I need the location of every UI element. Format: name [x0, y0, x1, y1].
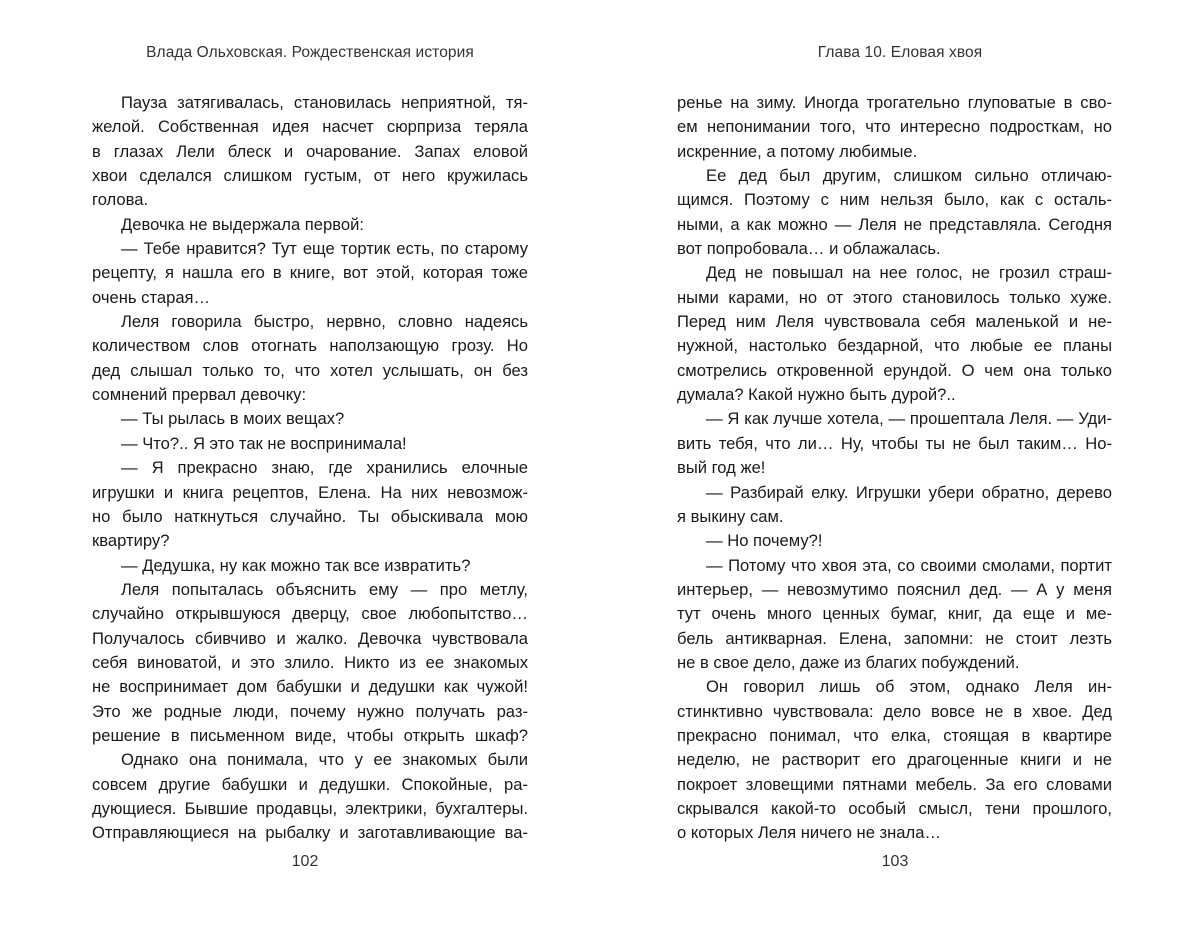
text-line: думала? Какой нужно быть дурой?.. — [677, 385, 956, 405]
text-line: прекрасно понимал, что елка, стоящая в квартире — [677, 725, 1112, 745]
right-page-body — [677, 91, 1112, 846]
text-line: искренние, а потому любимые. — [677, 141, 918, 161]
text-line: ными карами, но от этого становилось только хуже. — [677, 287, 1112, 307]
running-head-author-title: Влада Ольховская. Рождественская история — [146, 44, 474, 61]
text-line: вый год же! — [677, 458, 766, 478]
text-line: щимся. Поэтому с ним нельзя было, как с осталь- — [677, 190, 1112, 210]
text-line: бель антикварная. Елена, запомни: не стоит лезть — [677, 628, 1112, 648]
text-line: — Тебе нравится? Тут еще тортик есть, по старому — [121, 239, 528, 259]
text-line: себя виноватой, и это злило. Никто из ее знакомых — [92, 652, 528, 672]
text-line: вот попробовала… и облажалась. — [677, 239, 941, 259]
text-line: стинктивно чувствовала: дело вовсе не в хвое. Дед — [677, 701, 1112, 721]
text-line: ными, а как можно — Леля не представляла. Сегодня — [677, 214, 1112, 234]
text-line: — Я прекрасно знаю, где хранились елочные — [121, 458, 528, 478]
text-line: покроет зловещими пятнами мебель. За его словами — [677, 774, 1112, 794]
text-line: Дед не повышал на нее голос, не грозил страш- — [706, 263, 1112, 283]
text-line: игрушки и книга рецептов, Елена. На них невозмож- — [92, 482, 528, 502]
text-line: нужной, настолько бездарной, что любые ее планы — [677, 336, 1112, 356]
text-line: хвои сделался слишком густым, от него кружилась — [92, 166, 528, 186]
text-line: решение в письменном виде, чтобы открыть шкаф? — [92, 725, 528, 745]
text-line: скрывался какой-то особый смысл, тени прошлого, — [677, 798, 1112, 818]
page-number: 102 — [291, 853, 319, 870]
text-line: ренье на зиму. Иногда трогательно глуповатые в сво- — [677, 93, 1112, 112]
text-line: Девочка не выдержала первой: — [121, 214, 364, 234]
text-line: совсем другие бабушки и дедушки. Спокойные, ра- — [92, 774, 528, 794]
text-line: Однако она понимала, что у ее знакомых были — [121, 750, 528, 770]
text-line: рецепту, я нашла его в книге, вот этой, которая тоже — [92, 263, 528, 283]
text-line: случайно открывшуюся дверцу, свое любопытство… — [92, 604, 528, 624]
text-line: — Ты рылась в моих вещах? — [121, 409, 345, 429]
right-page — [600, 0, 1200, 937]
text-line: Пауза затягивалась, становилась неприятной, тя- — [121, 93, 528, 112]
text-line: смотрелись откровенной ерундой. О чем она только — [677, 360, 1112, 380]
text-line: — Потому что хвоя эта, со своими смолами, портит — [706, 555, 1112, 575]
text-line: Перед ним Леля чувствовала себя маленькой и не- — [677, 312, 1112, 332]
running-head-chapter: Глава 10. Еловая хвоя — [817, 44, 983, 61]
text-line: Леля попыталась объяснить ему — про метлу, — [121, 579, 528, 599]
text-line: но было наткнуться случайно. Ты обыскивала мою — [92, 506, 528, 526]
text-line: — Я как лучше хотела, — прошептала Леля. — Уди- — [706, 409, 1112, 429]
text-line: не в свое дело, даже из благих побуждений. — [677, 652, 1020, 672]
text-line: Он говорил лишь об этом, однако Леля ин- — [706, 677, 1112, 697]
text-line: неделю, не растворит его драгоценные книги и не — [677, 750, 1112, 770]
text-line: не воспринимает дом бабушки и дедушки как чужой! — [92, 677, 528, 697]
text-line: количеством слов отогнать наползающую грозу. Но — [92, 336, 528, 356]
text-line: о которых Леля ничего не знала… — [677, 823, 942, 843]
text-line: Это же родные люди, почему нужно получать раз- — [92, 701, 528, 721]
page-number: 103 — [881, 853, 909, 870]
text-line: Получалось сбивчиво и жалко. Девочка чувствовала — [92, 628, 528, 648]
text-line: очень старая… — [92, 287, 211, 307]
text-line: дед слышал только то, что хотел услышать, он без — [92, 360, 528, 380]
text-line: я выкину сам. — [677, 506, 784, 526]
text-line: сомнений прервал девочку: — [92, 385, 307, 405]
text-line: дующиеся. Бывшие продавцы, электрики, бухгалтеры. — [92, 798, 528, 818]
text-line: вить тебя, что ли… Ну, чтобы ты не был таким… Но- — [677, 433, 1112, 453]
text-line: Отправляющиеся на рыбалку и заготавливающие ва- — [92, 823, 528, 843]
text-line: квартиру? — [92, 531, 170, 551]
text-line: ем непонимании того, что интересно подросткам, но — [677, 117, 1112, 137]
text-line: — Но почему?! — [706, 531, 823, 551]
text-line: — Что?.. Я это так не воспринимала! — [121, 433, 407, 453]
left-page-body — [92, 91, 528, 846]
text-line: в глазах Лели блеск и очарование. Запах еловой — [92, 141, 528, 161]
text-line: — Разбирай елку. Игрушки убери обратно, дерево — [706, 482, 1112, 502]
text-line: — Дедушка, ну как можно так все извратить? — [121, 555, 471, 575]
text-line: Леля говорила быстро, нервно, словно надеясь — [121, 312, 528, 332]
text-line: тут очень много ценных бумаг, книг, да еще и ме- — [677, 604, 1112, 624]
text-line: голова. — [92, 190, 149, 210]
text-line: Ее дед был другим, слишком сильно отличаю- — [706, 166, 1112, 186]
text-line: желой. Собственная идея насчет сюрприза теряла — [92, 117, 528, 137]
text-line: интерьер, — невозмутимо пояснил дед. — А у меня — [677, 579, 1112, 599]
